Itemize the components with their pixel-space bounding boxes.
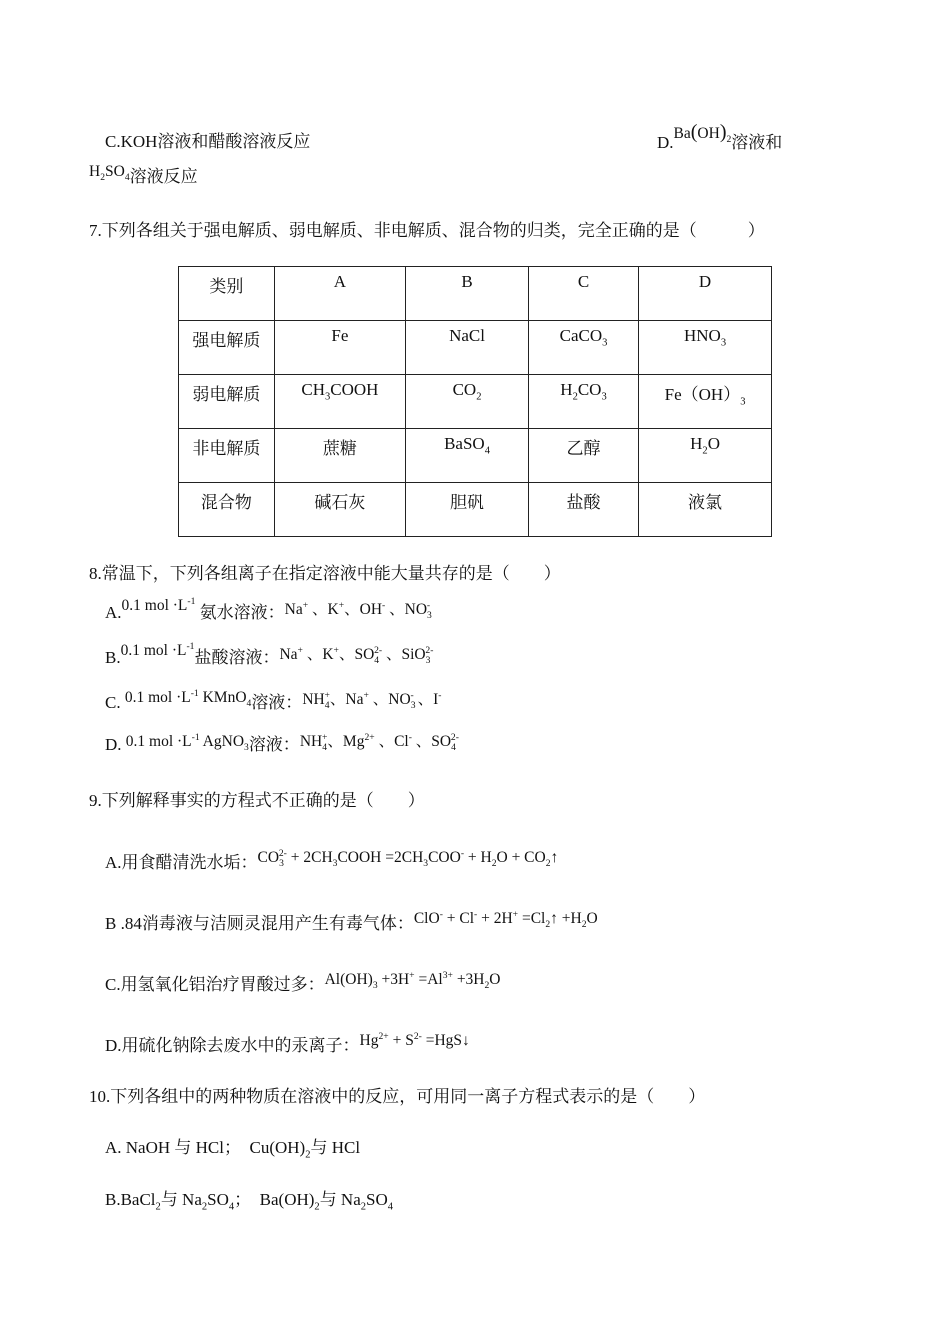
equation: $Al(OH)_3 +3H^+ =Al^{3+} +3H_2O$	[324, 969, 501, 992]
table-cell: 盐酸	[528, 483, 638, 537]
concentration: 0.1 mol $\cdot L^{-1}$ AgNO$_3$	[125, 731, 249, 754]
row-label: 混合物	[179, 483, 275, 537]
q7-stem: 7.下列各组关于强电解质、弱电解质、非电解质、混合物的归类，完全正确的是（ ）	[89, 221, 765, 240]
equation: $CO_3^{2-}$ + $2CH_3COOH =2CH_3COO^- + H_2O$ + $CO_2↑$	[257, 847, 559, 870]
table-cell: BaSO$_4$	[406, 429, 529, 483]
q8-stem: 8.常温下，下列各组离子在指定溶液中能大量共存的是（ ）	[89, 564, 561, 583]
option-text: C.用氢氧化铝治疗胃酸过多：	[105, 975, 325, 994]
q9-option-a	[105, 848, 558, 873]
header-cell: B	[406, 267, 529, 321]
h2so4-formula: $H_2SO_4$	[89, 163, 130, 184]
table-cell: NaCl	[406, 321, 529, 375]
q10-stem: 10.下列各组中的两种物质在溶液中的反应，可用同一离子方程式表示的是（ ）	[89, 1087, 706, 1106]
option-label: A.	[105, 603, 122, 622]
table-row	[179, 375, 772, 429]
header-cell: C	[528, 267, 638, 321]
q6-option-c: C.KOH溶液和醋酸溶液反应	[105, 132, 311, 151]
header-cell: 类别	[179, 267, 275, 321]
q6-option-d	[657, 121, 783, 154]
q6-option-d-label: D.	[657, 133, 674, 152]
table-header-row	[179, 267, 772, 321]
concentration: 0.1 mol $\cdot L^{-1}$	[120, 640, 195, 659]
solution-name: 盐酸溶液：	[194, 648, 280, 667]
option-label: C.	[105, 693, 121, 712]
q10-option-b: B.BaCl$_2$与 $Na_2SO_4$； $Ba(OH)_2$与 $Na_2SO_4$	[105, 1190, 394, 1213]
ion-list: Na+ 、K+、OH- 、$NO_3^-$	[284, 599, 432, 622]
table-row	[179, 483, 772, 537]
q6-option-d-cont-suffix: 溶液反应	[129, 167, 198, 186]
row-label: 弱电解质	[179, 375, 275, 429]
table-cell: 液氯	[639, 483, 772, 537]
row-label: 非电解质	[179, 429, 275, 483]
classification-table	[178, 266, 772, 537]
ion-list: Na+ 、K+、$SO_4^{2-}$ 、SiO$_3^{2-}$	[279, 644, 434, 667]
table-cell: CaCO$_3$	[528, 321, 638, 375]
table-cell: 胆矾	[406, 483, 529, 537]
table-cell: $HNO_3$	[639, 321, 772, 375]
table-cell: $Fe(OH)_3$	[639, 375, 772, 429]
q10-option-a: A. NaOH 与 HCl； $Cu(OH)_2$与 HCl	[105, 1138, 361, 1161]
q8-option-b	[105, 640, 434, 668]
table-cell: 乙醇	[528, 429, 638, 483]
table-cell: $CO_2$	[406, 375, 529, 429]
concentration: 0.1 mol $\cdot L^{-1}$	[121, 595, 196, 614]
option-text: B .84消毒液与洁厕灵混用产生有毒气体：	[105, 914, 414, 933]
q6-option-d-continued	[89, 162, 198, 187]
table-cell: $CH_3COOH$	[274, 375, 405, 429]
equation: $Hg^{2+} + S^{2-}$ =HgS↓	[359, 1030, 470, 1049]
q6-option-d-suffix: 溶液和	[731, 133, 783, 152]
q8-option-d	[105, 730, 459, 755]
q8-option-a	[105, 595, 432, 623]
solution-name: 氨水溶液：	[199, 603, 285, 622]
q6-option-d-formula: $Ba(OH)_2$	[673, 121, 732, 146]
option-label: B.	[105, 648, 121, 667]
ion-list: $NH_4^+$、$Mg^{2+}$ 、Cl- 、$SO_4^{2-}$	[299, 731, 459, 754]
table-cell: 碱石灰	[274, 483, 405, 537]
header-cell: A	[274, 267, 405, 321]
concentration: 0.1 mol $\cdot L^{-1}$ KMnO$_4$	[124, 687, 252, 710]
q9-option-c	[105, 970, 501, 995]
header-cell: D	[639, 267, 772, 321]
solution-name: 溶液：	[248, 735, 300, 754]
option-text: D.用硫化钠除去废水中的汞离子：	[105, 1036, 360, 1055]
table-row	[179, 429, 772, 483]
table-cell: $H_2O$	[639, 429, 772, 483]
q9-stem: 9.下列解释事实的方程式不正确的是（ ）	[89, 791, 425, 810]
q9-option-d	[105, 1031, 470, 1056]
ion-list: $NH_4^+$、Na+ 、$NO_3^-$ 、I-	[302, 689, 442, 712]
option-text: A.用食醋清洗水垢：	[105, 853, 258, 872]
table-row	[179, 321, 772, 375]
q8-option-c	[105, 688, 441, 713]
option-label: D.	[105, 735, 122, 754]
solution-name: 溶液：	[251, 693, 303, 712]
table-cell: Fe	[274, 321, 405, 375]
table-cell: 蔗糖	[274, 429, 405, 483]
q9-option-b	[105, 909, 598, 934]
row-label: 强电解质	[179, 321, 275, 375]
equation: $ClO^- + Cl^- + 2H^+ =Cl_2↑ +H_2O$	[413, 908, 598, 931]
table-cell: $H_2CO_3$	[528, 375, 638, 429]
